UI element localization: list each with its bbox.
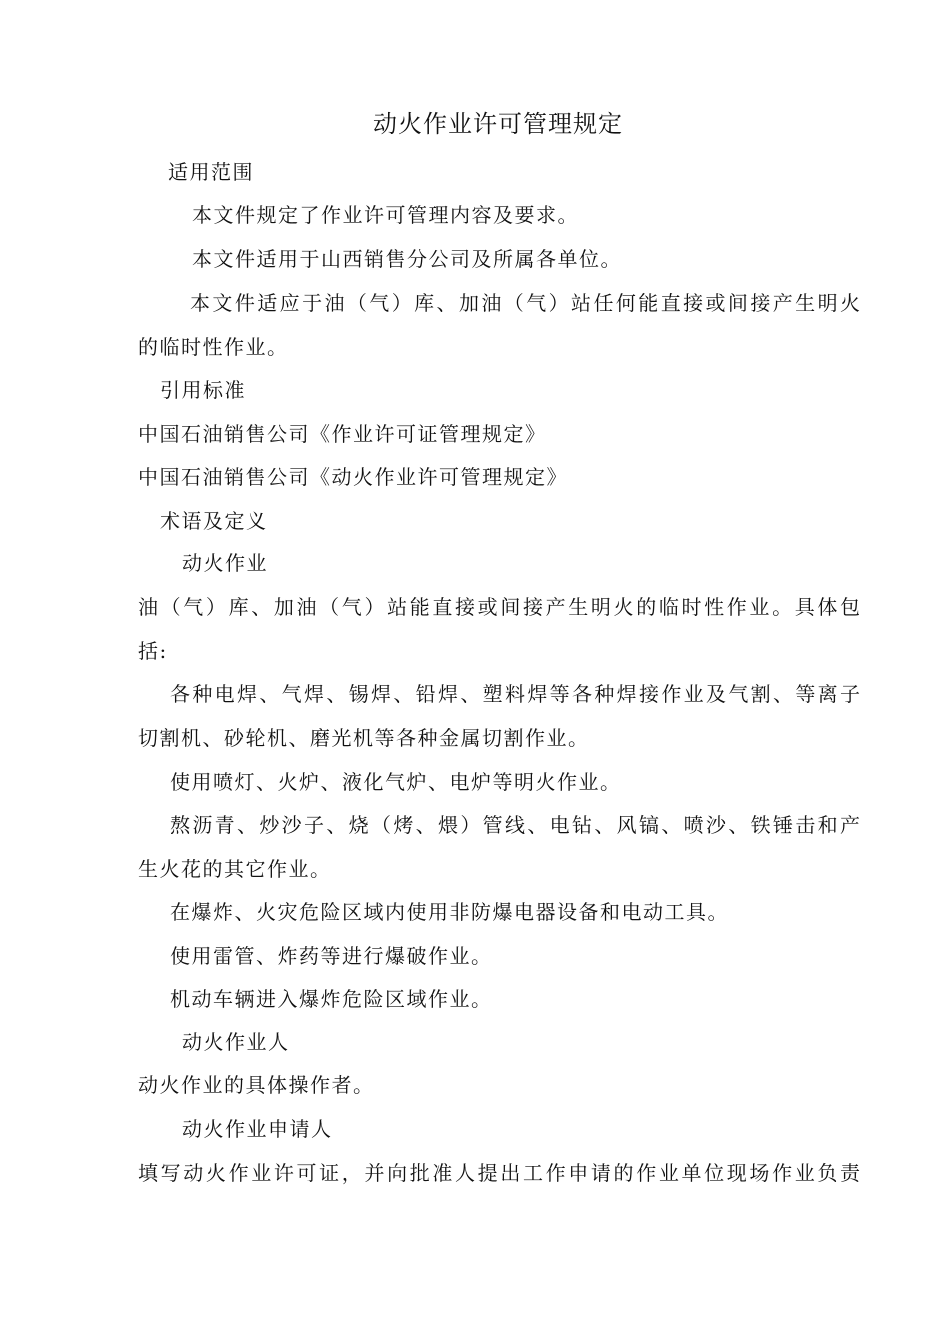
paragraph-line: 油（气）库、加油（气）站能直接或间接产生明火的临时性作业。具体包	[138, 595, 860, 619]
list-item-continuation: 生火花的其它作业。	[138, 857, 332, 881]
paragraph-line: 本文件适应于油（气）库、加油（气）站任何能直接或间接产生明火	[190, 291, 860, 315]
paragraph-line: 本文件适用于山西销售分公司及所属各单位。	[192, 247, 622, 271]
reference-item: 中国石油销售公司《动火作业许可管理规定》	[138, 465, 568, 489]
list-item: 机动车辆进入爆炸危险区域作业。	[170, 987, 493, 1011]
term-heading: 动火作业人	[182, 1030, 290, 1054]
term-heading: 动火作业申请人	[182, 1117, 333, 1141]
list-item: 熬沥青、炒沙子、烧（烤、煨）管线、电钻、风镐、喷沙、铁锤击和产	[170, 813, 860, 837]
paragraph-line: 动火作业的具体操作者。	[138, 1073, 375, 1097]
paragraph-line: 的临时性作业。	[138, 335, 289, 359]
paragraph-line: 本文件规定了作业许可管理内容及要求。	[192, 203, 579, 227]
paragraph-line: 括:	[138, 639, 168, 663]
section-heading-references: 引用标准	[160, 378, 246, 402]
section-heading-scope: 适用范围	[168, 160, 254, 184]
list-item: 在爆炸、火灾危险区域内使用非防爆电器设备和电动工具。	[170, 900, 729, 924]
list-item-continuation: 切割机、砂轮机、磨光机等各种金属切割作业。	[138, 726, 590, 750]
reference-item: 中国石油销售公司《作业许可证管理规定》	[138, 422, 547, 446]
section-heading-definitions: 术语及定义	[160, 509, 268, 533]
list-item: 使用喷灯、火炉、液化气炉、电炉等明火作业。	[170, 770, 622, 794]
document-title: 动火作业许可管理规定	[373, 110, 623, 138]
term-heading: 动火作业	[182, 551, 268, 575]
list-item: 各种电焊、气焊、锡焊、铅焊、塑料焊等各种焊接作业及气割、等离子	[170, 682, 860, 706]
paragraph-line: 填写动火作业许可证，并向批准人提出工作申请的作业单位现场作业负责	[138, 1161, 860, 1185]
list-item: 使用雷管、炸药等进行爆破作业。	[170, 944, 493, 968]
